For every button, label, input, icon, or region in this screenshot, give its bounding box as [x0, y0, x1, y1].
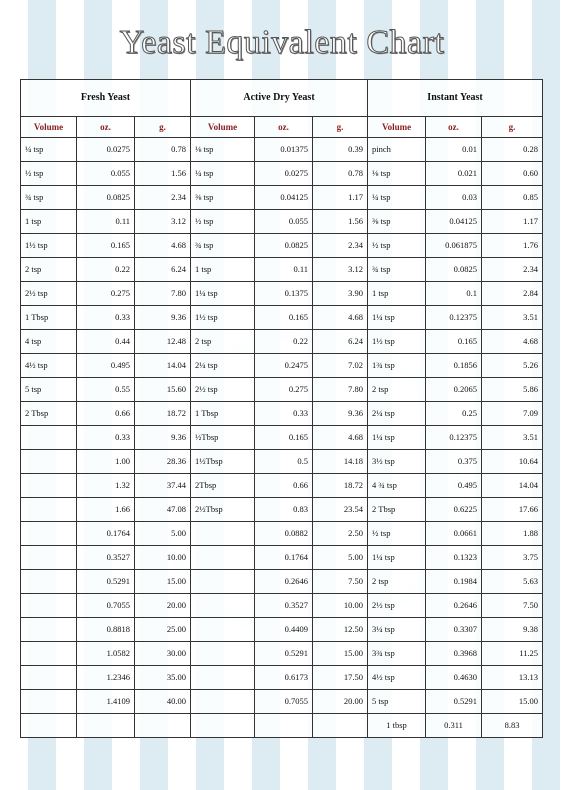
cell-instant-g: 2.34 [482, 258, 543, 282]
cell-instant-volume: 3¾ tsp [368, 642, 426, 666]
table-row [21, 426, 543, 450]
cell-instant-oz: 0.061875 [426, 234, 482, 258]
cell-active-dry-volume: 2 tsp [191, 330, 255, 354]
cell-instant-g: 7.09 [482, 402, 543, 426]
cell-fresh-oz: 0.0275 [77, 138, 135, 162]
table-row [21, 714, 543, 738]
cell-fresh-volume: 1 Tbsp [21, 306, 77, 330]
column-header-volume: Volume [191, 117, 255, 138]
cell-fresh-volume [21, 522, 77, 546]
column-header-g: g. [135, 117, 191, 138]
cell-fresh-oz: 0.1764 [77, 522, 135, 546]
cell-fresh-oz: 0.7055 [77, 594, 135, 618]
cell-fresh-volume: 2½ tsp [21, 282, 77, 306]
cell-fresh-volume: 4½ tsp [21, 354, 77, 378]
cell-instant-volume: ½ tsp [368, 234, 426, 258]
table-row [21, 690, 543, 714]
cell-active-dry-oz: 0.165 [255, 426, 313, 450]
cell-active-dry-volume [191, 522, 255, 546]
cell-active-dry-volume: 1½Tbsp [191, 450, 255, 474]
cell-instant-g: 3.75 [482, 546, 543, 570]
cell-active-dry-g: 18.72 [313, 474, 368, 498]
cell-active-dry-volume: 1 Tbsp [191, 402, 255, 426]
cell-active-dry-g: 6.24 [313, 330, 368, 354]
cell-active-dry-oz: 0.0275 [255, 162, 313, 186]
cell-fresh-oz: 0.5291 [77, 570, 135, 594]
cell-instant-oz: 0.495 [426, 474, 482, 498]
cell-instant-volume: 2½ tsp [368, 594, 426, 618]
cell-instant-oz: 0.03 [426, 186, 482, 210]
table-row [21, 162, 543, 186]
cell-fresh-volume: 4 tsp [21, 330, 77, 354]
cell-active-dry-g: 15.00 [313, 642, 368, 666]
cell-instant-volume: ¼ tsp [368, 186, 426, 210]
table-row [21, 666, 543, 690]
cell-active-dry-g: 1.17 [313, 186, 368, 210]
cell-active-dry-volume [191, 570, 255, 594]
cell-active-dry-volume: ¼ tsp [191, 162, 255, 186]
cell-fresh-volume [21, 426, 77, 450]
cell-active-dry-volume: ¾ tsp [191, 234, 255, 258]
cell-active-dry-oz: 0.7055 [255, 690, 313, 714]
cell-instant-g: 5.63 [482, 570, 543, 594]
cell-fresh-oz: 0.275 [77, 282, 135, 306]
cell-fresh-g: 30.00 [135, 642, 191, 666]
cell-active-dry-oz: 0.33 [255, 402, 313, 426]
cell-fresh-volume: ½ tsp [21, 162, 77, 186]
cell-instant-volume: ½ tsp [368, 522, 426, 546]
cell-active-dry-oz: 0.0825 [255, 234, 313, 258]
cell-active-dry-volume [191, 690, 255, 714]
table-row [21, 282, 543, 306]
table-row [21, 138, 543, 162]
cell-instant-volume: 1¼ tsp [368, 306, 426, 330]
cell-active-dry-g: 0.39 [313, 138, 368, 162]
cell-fresh-oz: 0.33 [77, 306, 135, 330]
cell-instant-volume: 1 tbsp [368, 714, 426, 738]
cell-fresh-g: 0.78 [135, 138, 191, 162]
yeast-equivalent-table [20, 79, 543, 738]
cell-instant-volume: 2 tsp [368, 378, 426, 402]
cell-active-dry-g: 17.50 [313, 666, 368, 690]
column-header-oz: oz. [77, 117, 135, 138]
cell-active-dry-g [313, 714, 368, 738]
cell-active-dry-volume [191, 546, 255, 570]
cell-active-dry-g: 10.00 [313, 594, 368, 618]
cell-instant-volume: 5 tsp [368, 690, 426, 714]
cell-instant-oz: 0.5291 [426, 690, 482, 714]
cell-active-dry-volume [191, 594, 255, 618]
cell-active-dry-g: 7.80 [313, 378, 368, 402]
cell-active-dry-g: 3.12 [313, 258, 368, 282]
table-row [21, 234, 543, 258]
cell-instant-g: 14.04 [482, 474, 543, 498]
cell-fresh-volume: 1½ tsp [21, 234, 77, 258]
cell-active-dry-volume: 2Tbsp [191, 474, 255, 498]
cell-instant-g: 1.88 [482, 522, 543, 546]
cell-instant-g: 2.84 [482, 282, 543, 306]
cell-fresh-g: 9.36 [135, 306, 191, 330]
cell-instant-volume: ¾ tsp [368, 258, 426, 282]
table-row [21, 330, 543, 354]
cell-active-dry-oz: 0.2646 [255, 570, 313, 594]
cell-fresh-oz: 0.3527 [77, 546, 135, 570]
cell-active-dry-volume [191, 666, 255, 690]
cell-instant-g: 0.85 [482, 186, 543, 210]
cell-instant-oz: 0.1856 [426, 354, 482, 378]
cell-instant-oz: 0.2065 [426, 378, 482, 402]
cell-fresh-oz: 0.0825 [77, 186, 135, 210]
cell-instant-volume: 1¼ tsp [368, 426, 426, 450]
cell-fresh-oz: 0.495 [77, 354, 135, 378]
cell-active-dry-oz [255, 714, 313, 738]
group-header-fresh-yeast: Fresh Yeast [21, 80, 191, 117]
cell-instant-oz: 0.12375 [426, 306, 482, 330]
cell-fresh-g: 18.72 [135, 402, 191, 426]
table-row [21, 522, 543, 546]
cell-fresh-volume [21, 570, 77, 594]
cell-instant-oz: 0.4630 [426, 666, 482, 690]
cell-fresh-g: 25.00 [135, 618, 191, 642]
table-row [21, 210, 543, 234]
cell-active-dry-volume: ⅜ tsp [191, 186, 255, 210]
table-row [21, 570, 543, 594]
table-row [21, 594, 543, 618]
table-row [21, 498, 543, 522]
cell-fresh-volume [21, 666, 77, 690]
cell-fresh-oz: 1.32 [77, 474, 135, 498]
cell-fresh-volume [21, 594, 77, 618]
cell-fresh-volume [21, 690, 77, 714]
cell-active-dry-volume [191, 642, 255, 666]
cell-fresh-g: 1.56 [135, 162, 191, 186]
cell-fresh-volume [21, 450, 77, 474]
cell-active-dry-g: 1.56 [313, 210, 368, 234]
cell-instant-oz: 0.3307 [426, 618, 482, 642]
cell-active-dry-oz: 0.11 [255, 258, 313, 282]
cell-instant-oz: 0.0661 [426, 522, 482, 546]
cell-instant-g: 11.25 [482, 642, 543, 666]
cell-instant-g: 0.60 [482, 162, 543, 186]
cell-fresh-volume: ¾ tsp [21, 186, 77, 210]
column-header-g: g. [482, 117, 543, 138]
cell-active-dry-oz: 0.2475 [255, 354, 313, 378]
cell-fresh-g: 4.68 [135, 234, 191, 258]
cell-fresh-g [135, 714, 191, 738]
cell-active-dry-oz: 0.6173 [255, 666, 313, 690]
cell-active-dry-g: 3.90 [313, 282, 368, 306]
cell-fresh-oz: 0.22 [77, 258, 135, 282]
table-row [21, 306, 543, 330]
cell-active-dry-volume: ⅛ tsp [191, 138, 255, 162]
group-header-active-dry-yeast: Active Dry Yeast [191, 80, 368, 117]
cell-active-dry-g: 9.36 [313, 402, 368, 426]
cell-instant-volume: 1 tsp [368, 282, 426, 306]
cell-active-dry-oz: 0.01375 [255, 138, 313, 162]
cell-instant-oz: 0.311 [426, 714, 482, 738]
cell-active-dry-g: 0.78 [313, 162, 368, 186]
cell-active-dry-volume: 2¼ tsp [191, 354, 255, 378]
cell-instant-oz: 0.2646 [426, 594, 482, 618]
cell-active-dry-oz: 0.04125 [255, 186, 313, 210]
cell-active-dry-volume: ½Tbsp [191, 426, 255, 450]
table-row [21, 258, 543, 282]
column-header-oz: oz. [426, 117, 482, 138]
table-row [21, 450, 543, 474]
cell-instant-volume: 2 Tbsp [368, 498, 426, 522]
cell-active-dry-g: 23.54 [313, 498, 368, 522]
cell-instant-oz: 0.04125 [426, 210, 482, 234]
cell-fresh-oz: 0.44 [77, 330, 135, 354]
cell-instant-volume: pinch [368, 138, 426, 162]
cell-fresh-oz: 0.66 [77, 402, 135, 426]
group-header-row [21, 80, 543, 117]
cell-fresh-volume [21, 474, 77, 498]
cell-instant-volume: ⅜ tsp [368, 210, 426, 234]
cell-active-dry-volume: ½ tsp [191, 210, 255, 234]
cell-instant-g: 5.86 [482, 378, 543, 402]
cell-active-dry-oz: 0.275 [255, 378, 313, 402]
cell-instant-oz: 0.165 [426, 330, 482, 354]
cell-instant-volume: 1½ tsp [368, 330, 426, 354]
cell-fresh-oz: 0.11 [77, 210, 135, 234]
table-row [21, 546, 543, 570]
table-row [21, 186, 543, 210]
cell-fresh-volume [21, 498, 77, 522]
cell-instant-oz: 0.12375 [426, 426, 482, 450]
cell-fresh-oz [77, 714, 135, 738]
cell-active-dry-g: 5.00 [313, 546, 368, 570]
cell-fresh-volume [21, 714, 77, 738]
cell-instant-g: 1.17 [482, 210, 543, 234]
cell-fresh-g: 37.44 [135, 474, 191, 498]
cell-active-dry-oz: 0.1375 [255, 282, 313, 306]
cell-instant-oz: 0.1984 [426, 570, 482, 594]
cell-instant-volume: 4 ¾ tsp [368, 474, 426, 498]
cell-active-dry-oz: 0.4409 [255, 618, 313, 642]
cell-instant-g: 3.51 [482, 306, 543, 330]
cell-instant-g: 3.51 [482, 426, 543, 450]
cell-active-dry-g: 2.50 [313, 522, 368, 546]
cell-instant-g: 15.00 [482, 690, 543, 714]
cell-instant-oz: 0.3968 [426, 642, 482, 666]
table-row [21, 354, 543, 378]
cell-active-dry-oz: 0.5 [255, 450, 313, 474]
cell-instant-g: 10.64 [482, 450, 543, 474]
cell-instant-oz: 0.0825 [426, 258, 482, 282]
cell-active-dry-g: 7.50 [313, 570, 368, 594]
cell-instant-oz: 0.6225 [426, 498, 482, 522]
cell-active-dry-oz: 0.1764 [255, 546, 313, 570]
cell-instant-oz: 0.25 [426, 402, 482, 426]
cell-active-dry-g: 7.02 [313, 354, 368, 378]
cell-fresh-oz: 0.8818 [77, 618, 135, 642]
cell-instant-g: 8.83 [482, 714, 543, 738]
cell-active-dry-oz: 0.66 [255, 474, 313, 498]
cell-fresh-g: 15.60 [135, 378, 191, 402]
cell-instant-volume: 3¼ tsp [368, 618, 426, 642]
cell-instant-oz: 0.021 [426, 162, 482, 186]
cell-instant-volume: 3½ tsp [368, 450, 426, 474]
cell-fresh-volume [21, 642, 77, 666]
cell-fresh-volume [21, 618, 77, 642]
cell-fresh-oz: 0.33 [77, 426, 135, 450]
cell-fresh-oz: 1.66 [77, 498, 135, 522]
cell-fresh-oz: 1.2346 [77, 666, 135, 690]
cell-instant-g: 5.26 [482, 354, 543, 378]
cell-fresh-volume: 5 tsp [21, 378, 77, 402]
cell-fresh-g: 12.48 [135, 330, 191, 354]
cell-fresh-g: 15.00 [135, 570, 191, 594]
cell-active-dry-oz: 0.3527 [255, 594, 313, 618]
cell-instant-volume: 2 tsp [368, 570, 426, 594]
column-header-row [21, 117, 543, 138]
cell-fresh-oz: 0.55 [77, 378, 135, 402]
cell-active-dry-volume: 1 tsp [191, 258, 255, 282]
cell-active-dry-volume: 2½Tbsp [191, 498, 255, 522]
cell-active-dry-oz: 0.165 [255, 306, 313, 330]
cell-fresh-oz: 0.055 [77, 162, 135, 186]
cell-active-dry-volume: 1¼ tsp [191, 282, 255, 306]
group-header-instant-yeast: Instant Yeast [368, 80, 543, 117]
cell-fresh-volume: 1 tsp [21, 210, 77, 234]
cell-fresh-g: 9.36 [135, 426, 191, 450]
cell-active-dry-oz: 0.0882 [255, 522, 313, 546]
cell-instant-oz: 0.1 [426, 282, 482, 306]
cell-instant-g: 7.50 [482, 594, 543, 618]
cell-active-dry-oz: 0.5291 [255, 642, 313, 666]
cell-fresh-g: 40.00 [135, 690, 191, 714]
table-row [21, 618, 543, 642]
table-row [21, 474, 543, 498]
column-header-volume: Volume [21, 117, 77, 138]
cell-instant-volume: 4½ tsp [368, 666, 426, 690]
cell-active-dry-g: 14.18 [313, 450, 368, 474]
cell-active-dry-oz: 0.22 [255, 330, 313, 354]
cell-active-dry-volume: 1½ tsp [191, 306, 255, 330]
page-title: Yeast Equivalent Chart [119, 24, 445, 61]
cell-instant-oz: 0.375 [426, 450, 482, 474]
cell-instant-g: 13.13 [482, 666, 543, 690]
cell-instant-volume: 1¼ tsp [368, 546, 426, 570]
table-row [21, 642, 543, 666]
cell-fresh-volume: ¼ tsp [21, 138, 77, 162]
column-header-oz: oz. [255, 117, 313, 138]
table-row [21, 402, 543, 426]
cell-instant-volume: 2¼ tsp [368, 402, 426, 426]
cell-fresh-oz: 1.0582 [77, 642, 135, 666]
cell-fresh-g: 7.80 [135, 282, 191, 306]
cell-fresh-oz: 1.4109 [77, 690, 135, 714]
cell-fresh-volume [21, 546, 77, 570]
cell-fresh-g: 5.00 [135, 522, 191, 546]
cell-active-dry-g: 12.50 [313, 618, 368, 642]
cell-active-dry-g: 4.68 [313, 306, 368, 330]
cell-fresh-g: 10.00 [135, 546, 191, 570]
cell-fresh-g: 14.04 [135, 354, 191, 378]
cell-fresh-g: 35.00 [135, 666, 191, 690]
cell-active-dry-volume [191, 618, 255, 642]
cell-fresh-volume: 2 tsp [21, 258, 77, 282]
cell-fresh-oz: 1.00 [77, 450, 135, 474]
cell-instant-g: 4.68 [482, 330, 543, 354]
cell-fresh-g: 2.34 [135, 186, 191, 210]
cell-fresh-oz: 0.165 [77, 234, 135, 258]
cell-fresh-g: 6.24 [135, 258, 191, 282]
cell-active-dry-g: 4.68 [313, 426, 368, 450]
cell-instant-volume: 1¾ tsp [368, 354, 426, 378]
cell-active-dry-oz: 0.83 [255, 498, 313, 522]
cell-fresh-g: 3.12 [135, 210, 191, 234]
column-header-volume: Volume [368, 117, 426, 138]
cell-instant-g: 9.38 [482, 618, 543, 642]
cell-active-dry-volume [191, 714, 255, 738]
cell-instant-oz: 0.01 [426, 138, 482, 162]
cell-instant-g: 0.28 [482, 138, 543, 162]
cell-instant-volume: ⅛ tsp [368, 162, 426, 186]
column-header-g: g. [313, 117, 368, 138]
cell-fresh-volume: 2 Tbsp [21, 402, 77, 426]
table-body [21, 138, 543, 738]
table-row [21, 378, 543, 402]
cell-active-dry-g: 20.00 [313, 690, 368, 714]
cell-active-dry-volume: 2½ tsp [191, 378, 255, 402]
cell-fresh-g: 28.36 [135, 450, 191, 474]
cell-instant-g: 1.76 [482, 234, 543, 258]
cell-instant-g: 17.66 [482, 498, 543, 522]
cell-fresh-g: 47.08 [135, 498, 191, 522]
cell-instant-oz: 0.1323 [426, 546, 482, 570]
cell-active-dry-oz: 0.055 [255, 210, 313, 234]
cell-active-dry-g: 2.34 [313, 234, 368, 258]
cell-fresh-g: 20.00 [135, 594, 191, 618]
